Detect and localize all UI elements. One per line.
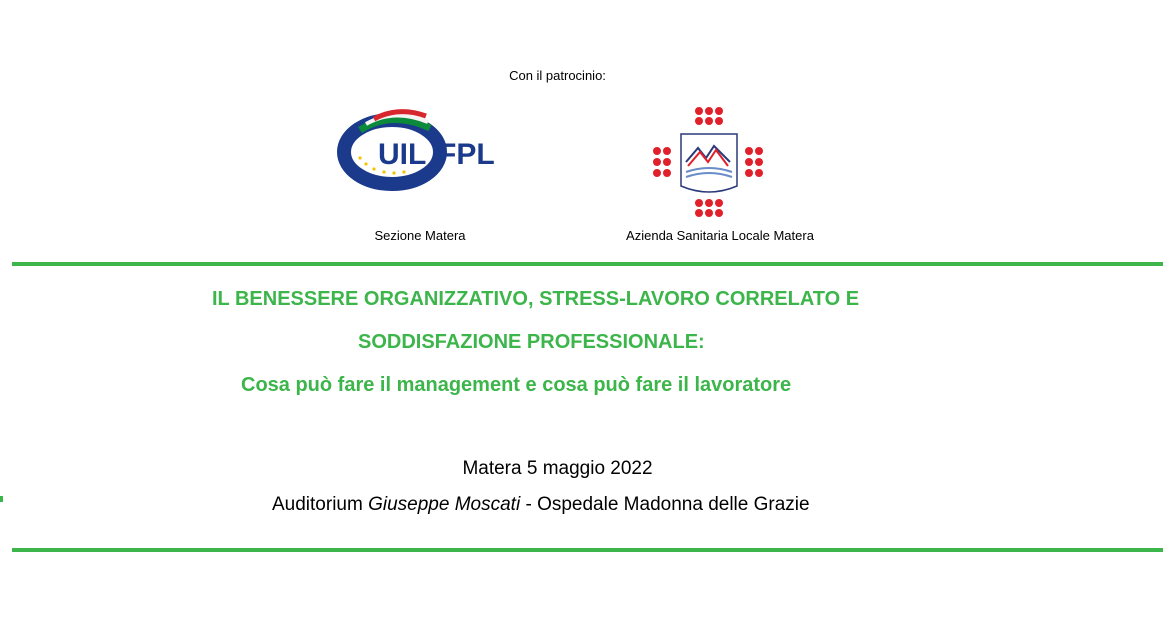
uil-fpl-logo bbox=[330, 100, 560, 215]
title-line-1: IL BENESSERE ORGANIZZATIVO, STRESS‑LAVORO CORRELATO E bbox=[212, 288, 860, 310]
top-divider bbox=[12, 262, 1163, 266]
venue-suffix: - Ospedale Madonna delle Grazie bbox=[520, 494, 810, 515]
asl-matera-emblem bbox=[648, 104, 768, 222]
title-line-3: Cosa può fare il management e cosa può fare il lavoratore bbox=[241, 374, 792, 396]
venue-prefix: Auditorium bbox=[272, 494, 369, 515]
uil-caption: Sezione Matera bbox=[374, 228, 466, 243]
event-venue bbox=[272, 494, 810, 516]
title-line-2: SODDISFAZIONE PROFESSIONALE: bbox=[358, 331, 705, 353]
event-date: Matera 5 maggio 2022 bbox=[462, 458, 653, 479]
uil-fpl-logo-text: UIL bbox=[378, 138, 427, 171]
venue-name: Giuseppe Moscati bbox=[368, 494, 521, 515]
svg-text:FPL: FPL bbox=[438, 138, 495, 171]
asl-caption: Azienda Sanitaria Locale Matera bbox=[626, 228, 814, 243]
margin-mark bbox=[0, 496, 3, 502]
bottom-divider bbox=[12, 548, 1163, 552]
patronage-label: Con il patrocinio: bbox=[509, 68, 606, 83]
